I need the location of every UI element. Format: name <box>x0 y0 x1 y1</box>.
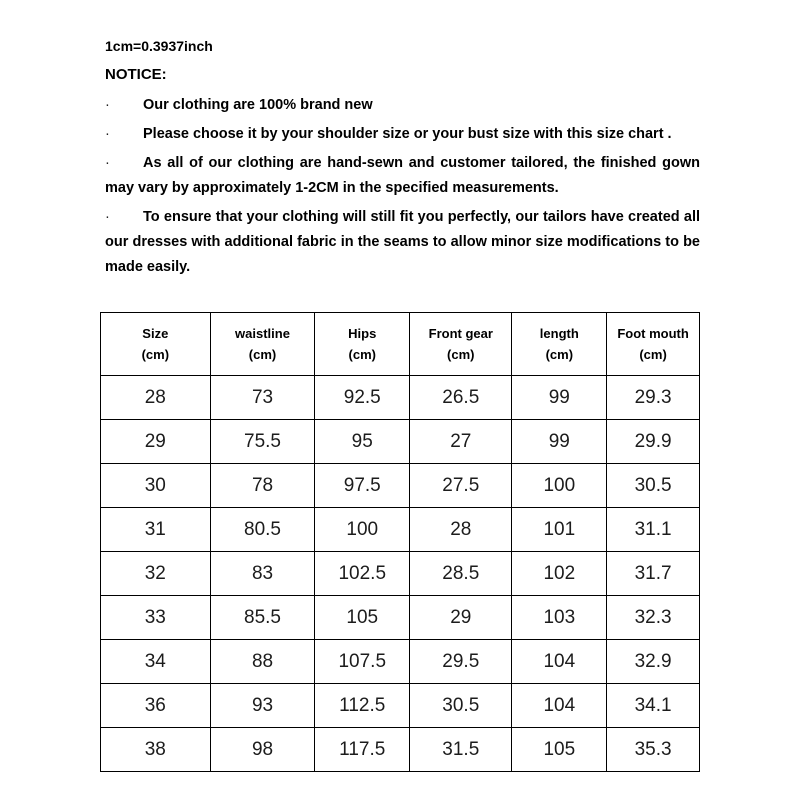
table-cell: 35.3 <box>607 728 700 772</box>
table-cell: 33 <box>101 596 211 640</box>
table-cell: 27 <box>410 420 512 464</box>
column-header: Hips (cm) <box>315 313 410 376</box>
table-cell: 105 <box>512 728 607 772</box>
table-cell: 30 <box>101 464 211 508</box>
table-cell: 105 <box>315 596 410 640</box>
table-cell: 100 <box>512 464 607 508</box>
table-cell: 75.5 <box>210 420 315 464</box>
table-cell: 34.1 <box>607 684 700 728</box>
table-cell: 27.5 <box>410 464 512 508</box>
table-cell: 30.5 <box>410 684 512 728</box>
table-cell: 29.3 <box>607 376 700 420</box>
table-cell: 93 <box>210 684 315 728</box>
table-cell: 26.5 <box>410 376 512 420</box>
table-cell: 83 <box>210 552 315 596</box>
table-row <box>101 640 700 684</box>
table-cell: 92.5 <box>315 376 410 420</box>
table-cell: 78 <box>210 464 315 508</box>
size-table <box>100 312 700 772</box>
column-header: length (cm) <box>512 313 607 376</box>
table-cell: 99 <box>512 420 607 464</box>
column-header: Size (cm) <box>101 313 211 376</box>
table-cell: 36 <box>101 684 211 728</box>
column-header: Foot mouth (cm) <box>607 313 700 376</box>
table-cell: 101 <box>512 508 607 552</box>
table-cell: 29.5 <box>410 640 512 684</box>
notice-item <box>105 151 700 201</box>
table-cell: 103 <box>512 596 607 640</box>
table-cell: 107.5 <box>315 640 410 684</box>
table-cell: 73 <box>210 376 315 420</box>
notice-item <box>105 93 700 118</box>
table-cell: 29 <box>410 596 512 640</box>
table-cell: 31 <box>101 508 211 552</box>
table-cell: 32 <box>101 552 211 596</box>
table-cell: 28.5 <box>410 552 512 596</box>
table-row <box>101 552 700 596</box>
table-cell: 28 <box>101 376 211 420</box>
notice-text: To ensure that your clothing will still fit you perfectly, our tailors have created all our dresses with additional fabric in the seams to allow minor size modifications to be made easily. <box>105 209 700 275</box>
table-cell: 117.5 <box>315 728 410 772</box>
table-row <box>101 596 700 640</box>
table-cell: 98 <box>210 728 315 772</box>
table-cell: 112.5 <box>315 684 410 728</box>
cm-inch-conversion: 1cm=0.3937inch <box>105 38 213 54</box>
notice-item <box>105 205 700 280</box>
column-header: waistline (cm) <box>210 313 315 376</box>
table-cell: 102.5 <box>315 552 410 596</box>
bullet-marker: · <box>105 97 110 113</box>
table-cell: 29 <box>101 420 211 464</box>
table-cell: 32.9 <box>607 640 700 684</box>
size-table-header-row <box>101 313 700 376</box>
table-row <box>101 376 700 420</box>
notice-text: As all of our clothing are hand-sewn and customer tailored, the finished gown may vary by approximately 1-2CM in the specified measurements. <box>105 155 700 196</box>
notice-text: Our clothing are 100% brand new <box>143 97 373 113</box>
table-cell: 31.7 <box>607 552 700 596</box>
table-cell: 97.5 <box>315 464 410 508</box>
bullet-marker: · <box>105 155 110 171</box>
table-cell: 28 <box>410 508 512 552</box>
notice-item <box>105 122 700 147</box>
table-row <box>101 728 700 772</box>
size-table-container <box>100 312 700 772</box>
table-cell: 100 <box>315 508 410 552</box>
table-row <box>101 684 700 728</box>
table-cell: 88 <box>210 640 315 684</box>
table-cell: 29.9 <box>607 420 700 464</box>
table-cell: 85.5 <box>210 596 315 640</box>
notice-text: Please choose it by your shoulder size or your bust size with this size chart . <box>143 126 672 142</box>
bullet-marker: · <box>105 126 110 142</box>
table-row <box>101 464 700 508</box>
table-cell: 34 <box>101 640 211 684</box>
table-cell: 102 <box>512 552 607 596</box>
table-cell: 80.5 <box>210 508 315 552</box>
table-cell: 32.3 <box>607 596 700 640</box>
table-cell: 31.5 <box>410 728 512 772</box>
table-cell: 30.5 <box>607 464 700 508</box>
table-row <box>101 508 700 552</box>
table-cell: 104 <box>512 640 607 684</box>
notice-heading: NOTICE: <box>105 66 167 83</box>
table-cell: 99 <box>512 376 607 420</box>
bullet-marker: · <box>105 209 110 225</box>
column-header: Front gear (cm) <box>410 313 512 376</box>
size-table-body <box>101 376 700 772</box>
table-cell: 104 <box>512 684 607 728</box>
table-cell: 38 <box>101 728 211 772</box>
table-cell: 31.1 <box>607 508 700 552</box>
table-cell: 95 <box>315 420 410 464</box>
table-row <box>101 420 700 464</box>
